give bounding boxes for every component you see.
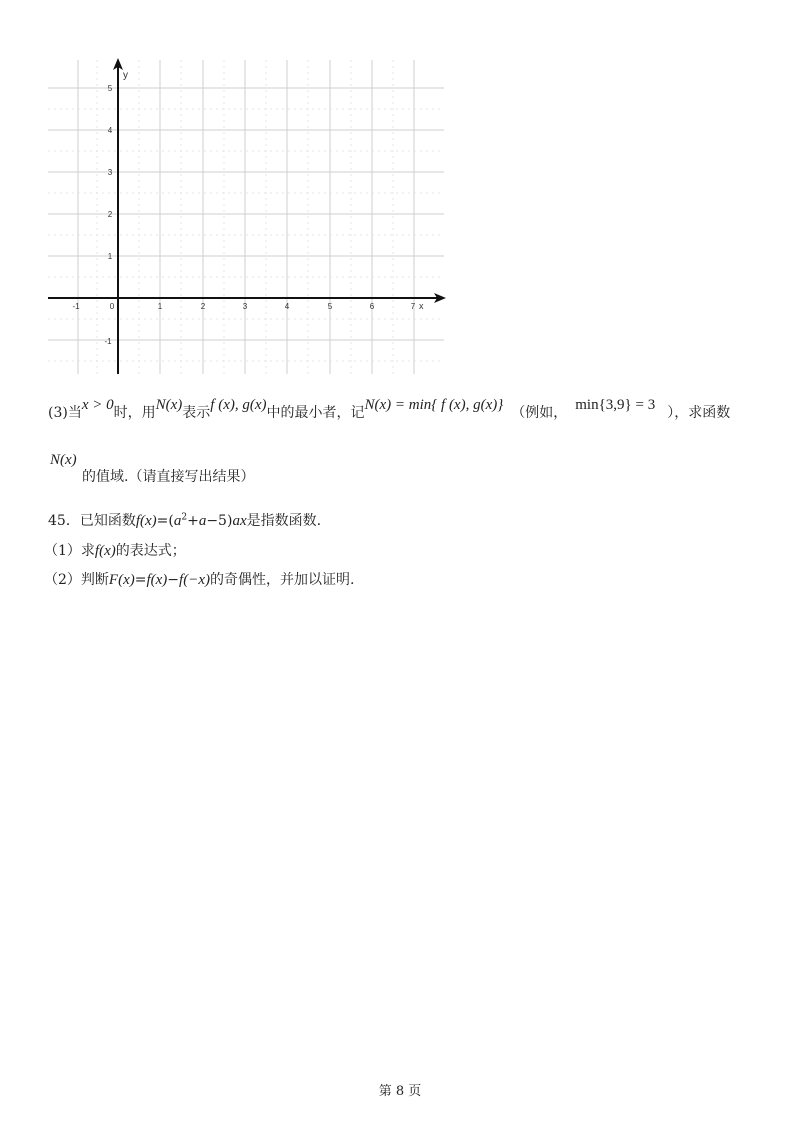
x-tick-label: 4: [284, 302, 290, 311]
y-tick-label: 3: [107, 168, 113, 177]
x-tick-label: 5: [327, 302, 333, 311]
math-definition: N(x) = min{ f (x), g(x)}: [364, 397, 504, 413]
x-tick-label: 0: [109, 302, 115, 311]
y-axis-label: y: [123, 70, 128, 81]
q45-part-2: （2）判断F(x)=f(x)−f(−x)的奇偶性，并加以证明.: [44, 572, 355, 588]
x-axis-label: x: [419, 301, 424, 311]
y-tick-label: 4: [107, 126, 113, 135]
math-Nx: N(x): [50, 452, 77, 468]
x-tick-label: -1: [72, 302, 80, 311]
math-fg: f (x), g(x): [210, 397, 267, 413]
x-tick-label: 6: [369, 302, 375, 311]
y-tick-label: 5: [107, 84, 113, 93]
x-tick-label: 3: [242, 302, 248, 311]
math-Nx: N(x): [155, 397, 183, 413]
y-tick-label: 2: [107, 210, 113, 219]
math-example: min{3,9} = 3: [575, 397, 656, 413]
q45-part-1: （1）求f(x)的表达式；: [44, 543, 186, 559]
x-tick-label: 7: [410, 302, 416, 311]
q45-intro: 45．已知函数$f(x)=(a^2+a-5)ax$是指数函数.: [48, 512, 322, 529]
x-tick-label: 2: [200, 302, 206, 311]
y-tick-label: 1: [107, 252, 113, 261]
coordinate-grid: [44, 56, 448, 378]
q3-line-2: N(x) 的值域.（请直接写出结果）: [50, 452, 255, 485]
y-tick-label: -1: [104, 337, 112, 346]
x-tick-label: 1: [157, 302, 163, 311]
q3-line-1: (3)当x > 0时，用N(x)表示f (x), g(x)中的最小者，记N(x) = min{ f (x), g(x)} （例如， min{3,9} = 3 ），求函数: [48, 397, 731, 421]
math-condition: x > 0: [81, 397, 114, 413]
page-number: 第 8 页: [378, 1084, 422, 1099]
